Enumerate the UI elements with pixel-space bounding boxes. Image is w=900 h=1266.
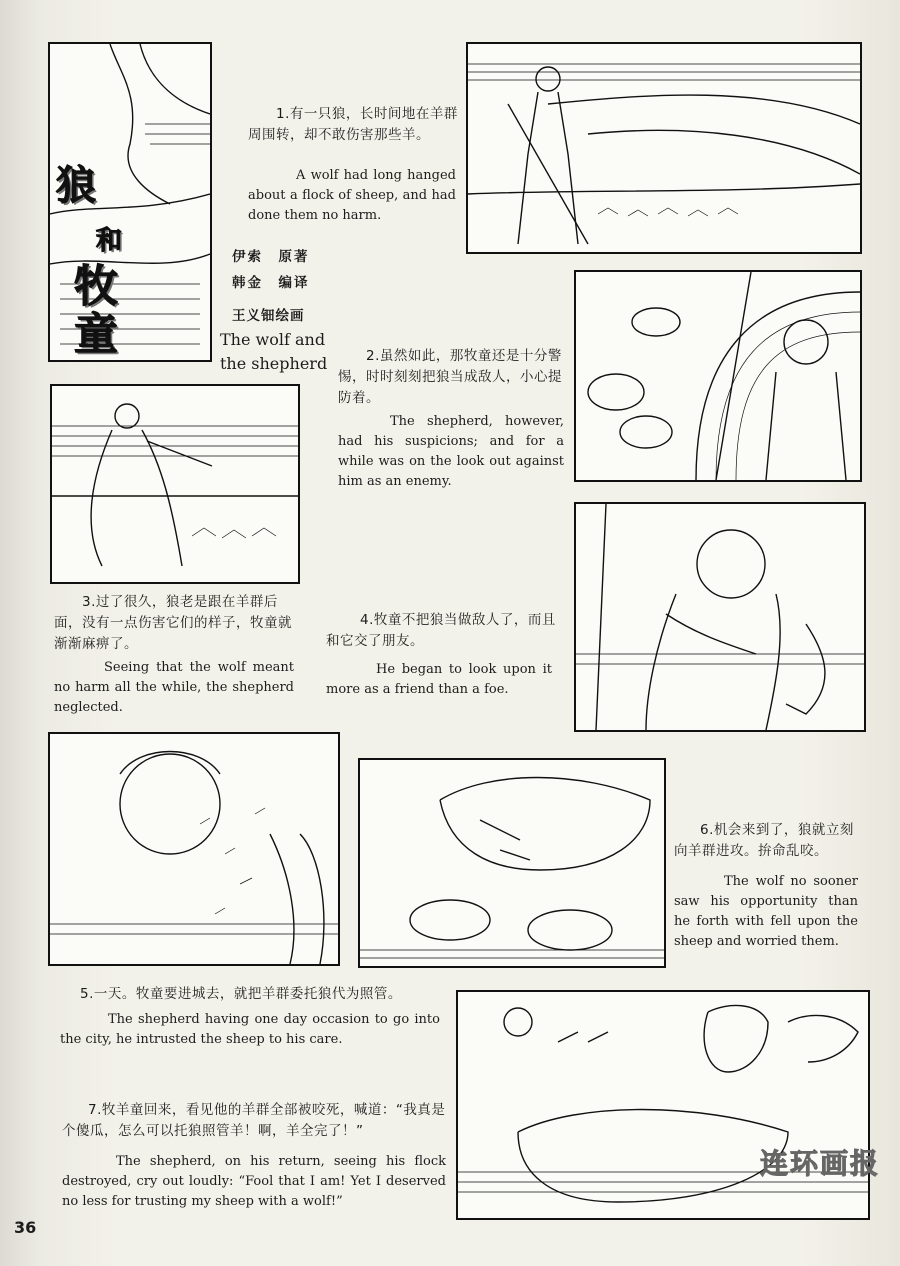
panel-3-illustration <box>52 386 298 582</box>
caption-2-en: The shepherd, however, had his suspicions; and for a while was on the look out against him as an enemy. <box>338 414 564 490</box>
credit-author: 伊索 原著 <box>232 249 310 265</box>
panel-2-illustration <box>576 272 860 480</box>
caption-4-zh: 4.牧童不把狼当做敌人了，而且和它交了朋友。 <box>326 612 556 649</box>
credit-translator: 韩金 编译 <box>232 275 310 291</box>
panel-7 <box>456 990 870 1220</box>
caption-1-zh: 1.有一只狼，长时间地在羊群周围转，却不敢伤害那些羊。 <box>248 106 458 143</box>
caption-7-en: The shepherd, on his return, seeing his flock destroyed, cry out loudly: “Fool that I am! Yet I deserved no less for trusting my sheep with a wolf!” <box>62 1154 446 1210</box>
title-zh-4: 童 <box>74 309 118 360</box>
panel-3 <box>50 384 300 584</box>
panel-1-illustration <box>468 44 860 252</box>
title-zh-3: 牧 <box>74 261 118 312</box>
page-number: 36 <box>14 1218 37 1237</box>
caption-3-en: Seeing that the wolf meant no harm all the while, the shepherd neglected. <box>54 660 294 716</box>
panel-4 <box>574 502 866 732</box>
caption-3-zh: 3.过了很久，狼老是跟在羊群后面，没有一点伤害它们的样子，牧童就渐渐麻痹了。 <box>54 594 292 652</box>
panel-1 <box>466 42 862 254</box>
caption-6-zh: 6.机会来到了，狼就立刻向羊群进攻。拚命乱咬。 <box>674 822 854 859</box>
caption-6-en: The wolf no sooner saw his opportunity than he forth with fell upon the sheep and worried them. <box>674 874 858 950</box>
panel-5-illustration <box>50 734 338 964</box>
title-zh-1: 狼 <box>56 163 96 209</box>
panel-5 <box>48 732 340 966</box>
watermark: 连环画报 <box>760 1147 881 1180</box>
panel-7-illustration <box>458 992 868 1218</box>
title-panel <box>48 42 212 362</box>
caption-7-zh: 7.牧羊童回来，看见他的羊群全部被咬死，喊道：“我真是个傻瓜，怎么可以托狼照管羊！啊，羊全完了！” <box>62 1102 446 1139</box>
title-zh-2: 和 <box>96 226 123 256</box>
panel-6-illustration <box>360 760 664 966</box>
caption-5-zh: 5.一天。牧童要进城去，就把羊群委托狼代为照管。 <box>80 986 402 1002</box>
caption-1-en: A wolf had long hanged about a flock of sheep, and had done them no harm. <box>248 168 456 224</box>
caption-2-zh: 2.虽然如此，那牧童还是十分警惕，时时刻刻把狼当成敌人，小心提防着。 <box>338 348 562 406</box>
title-en: The wolf and the shepherd <box>220 330 328 373</box>
caption-4-en: He began to look upon it more as a friend than a foe. <box>326 662 552 698</box>
credit-illustrator: 王义钿绘画 <box>232 308 305 324</box>
panel-4-illustration <box>576 504 864 730</box>
panel-2 <box>574 270 862 482</box>
caption-5-en: The shepherd having one day occasion to go into the city, he intrusted the sheep to his care. <box>60 1012 440 1048</box>
panel-6 <box>358 758 666 968</box>
